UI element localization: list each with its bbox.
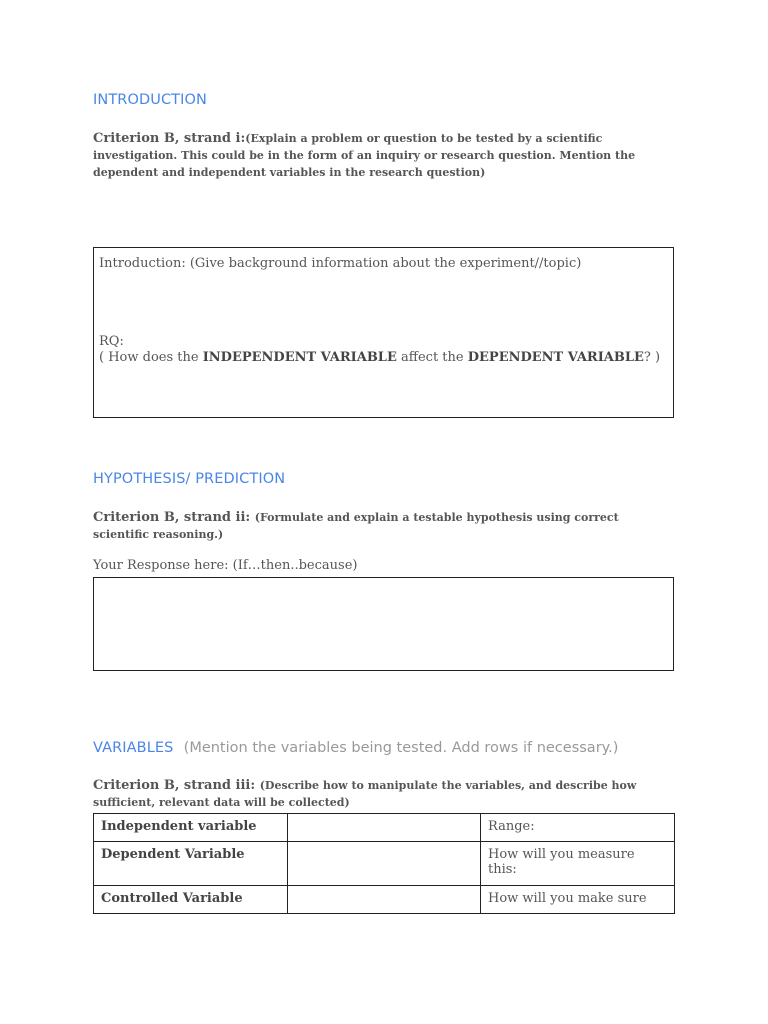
criterion-lead: Criterion B, strand ii: bbox=[93, 510, 255, 525]
criterion-b-strand-i bbox=[93, 130, 673, 181]
rq-prefix: ( How does the bbox=[99, 350, 203, 365]
variable-value-cell[interactable] bbox=[288, 886, 481, 914]
hypothesis-heading: HYPOTHESIS/ PREDICTION bbox=[93, 471, 286, 487]
rq-independent-variable: INDEPENDENT VARIABLE bbox=[202, 350, 397, 365]
rq-label: RQ: bbox=[99, 334, 124, 349]
hypothesis-response-box[interactable] bbox=[93, 577, 674, 671]
table-row bbox=[94, 886, 675, 914]
variable-label: Independent variable bbox=[94, 814, 288, 842]
rq-dependent-variable: DEPENDENT VARIABLE bbox=[467, 350, 644, 365]
rq-suffix: ? ) bbox=[643, 350, 661, 365]
introduction-prompt: Introduction: (Give background information about the experiment//topic) bbox=[99, 256, 582, 271]
rq-template bbox=[99, 350, 660, 366]
criterion-lead: Criterion B, strand iii: bbox=[93, 778, 260, 793]
introduction-box[interactable] bbox=[93, 247, 674, 418]
rq-mid: affect the bbox=[396, 350, 468, 365]
variable-value-cell[interactable] bbox=[288, 814, 481, 842]
criterion-description: (Describe how to manipulate the variables, and describe how sufficient, relevant data will be collected) bbox=[93, 779, 637, 809]
variables-table bbox=[93, 813, 675, 914]
variable-label: Controlled Variable bbox=[94, 886, 288, 914]
criterion-b-strand-ii bbox=[93, 509, 673, 543]
table-row bbox=[94, 842, 675, 886]
variable-value-cell[interactable] bbox=[288, 842, 481, 886]
variable-note: How will you measure this: bbox=[481, 842, 675, 886]
variable-note: Range: bbox=[481, 814, 675, 842]
variables-heading: VARIABLES bbox=[93, 740, 174, 756]
variable-note: How will you make sure bbox=[481, 886, 675, 914]
criterion-description: (Explain a problem or question to be tested by a scientific investigation. This could be in the form of an inquiry or research question. Mention the dependent and independent variables in the research question) bbox=[93, 132, 636, 179]
variable-label: Dependent Variable bbox=[94, 842, 288, 886]
variables-heading-note: (Mention the variables being tested. Add rows if necessary.) bbox=[183, 740, 619, 756]
response-label: Your Response here: (If…then..because) bbox=[93, 558, 358, 573]
introduction-heading: INTRODUCTION bbox=[93, 92, 207, 108]
criterion-lead: Criterion B, strand i: bbox=[93, 131, 246, 146]
table-row bbox=[94, 814, 675, 842]
criterion-b-strand-iii bbox=[93, 777, 673, 811]
criterion-description: (Formulate and explain a testable hypothesis using correct scientific reasoning.) bbox=[93, 511, 619, 541]
variables-heading-line bbox=[93, 737, 618, 756]
